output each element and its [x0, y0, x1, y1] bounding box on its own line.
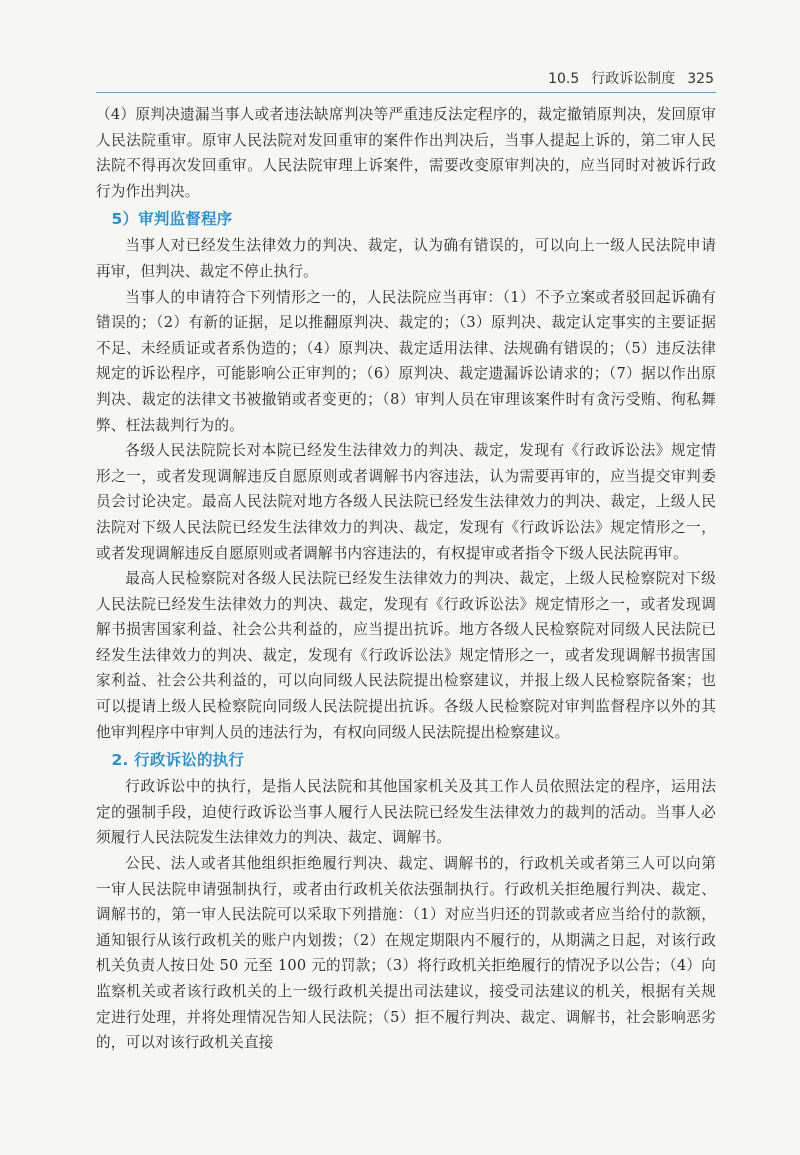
- paragraph: 当事人的申请符合下列情形之一的，人民法院应当再审：（1）不予立案或者驳回起诉确有错误的；（2）有新的证据，足以推翻原判决、裁定的；（3）原判决、裁定认定事实的主要证据不足、未经质证或者系伪造的；（4）原判决、裁定适用法律、法规确有错误的；（5）违反法律规定的诉讼程序，可能影响公正审判的；（6）原判决、裁定遗漏诉讼请求的；（7）据以作出原判决、裁定的法律文书被撤销或者变更的；（8）审判人员在审理该案件时有贪污受贿、徇私舞弊、枉法裁判行为的。: [96, 288, 716, 434]
- page-number: 325: [687, 71, 714, 87]
- paragraph: 当事人对已经发生法律效力的判决、裁定，认为确有错误的，可以向上一级人民法院申请再审，但判决、裁定不停止执行。: [96, 237, 716, 280]
- section-heading: 5）审判监督程序: [111, 210, 233, 229]
- running-header: [542, 68, 714, 88]
- section-number: 10.5: [548, 71, 580, 87]
- page-body: [96, 102, 716, 1056]
- chapter-title: 行政诉讼制度: [591, 71, 676, 87]
- paragraph: 行政诉讼中的执行，是指人民法院和其他国家机关及其工作人员依照法定的程序，运用法定的强制手段，迫使行政诉讼当事人履行人民法院已经发生法律效力的裁判的活动。当事人必须履行人民法院发生法律效力的判决、裁定、调解书。: [96, 778, 716, 847]
- section-heading: 2. 行政诉讼的执行: [111, 751, 245, 770]
- paragraph: 最高人民检察院对各级人民法院已经发生法律效力的判决、裁定，上级人民检察院对下级人民法院已经发生法律效力的判决、裁定，发现有《行政诉讼法》规定情形之一，或者发现调解书损害国家利益、社会公共利益的，应当提出抗诉。地方各级人民检察院对同级人民法院已经发生法律效力的判决、裁定，发现有《行政诉讼法》规定情形之一，或者发现调解书损害国家利益、社会公共利益的，可以向同级人民法院提出检察建议，并报上级人民检察院备案；也可以提请上级人民检察院向同级人民法院提出抗诉。各级人民检察院对审判监督程序以外的其他审判程序中审判人员的违法行为，有权向同级人民法院提出检察建议。: [96, 570, 716, 741]
- header-rule: [96, 92, 716, 93]
- paragraph: 公民、法人或者其他组织拒绝履行判决、裁定、调解书的，行政机关或者第三人可以向第一审人民法院申请强制执行，或者由行政机关依法强制执行。行政机关拒绝履行判决、裁定、调解书的，第一审人民法院可以采取下列措施：（1）对应当归还的罚款或者应当给付的款额，通知银行从该行政机关的账户内划拨；（2）在规定期限内不履行的，从期满之日起，对该行政机关负责人按日处 50 元至 100 元的罚款；（3）将行政机关拒绝履行的情况予以公告；（4）向监察机关或者该行政机关的上一级行政机关提出司法建议，接受司法建议的机关，根据有关规定进行处理，并将处理情况告知人民法院；（5）拒不履行判决、裁定、调解书，社会影响恶劣的，可以对该行政机关直接: [96, 855, 716, 1052]
- paragraph: 各级人民法院院长对本院已经发生法律效力的判决、裁定，发现有《行政诉讼法》规定情形之一，或者发现调解违反自愿原则或者调解书内容违法，认为需要再审的，应当提交审判委员会讨论决定。最高人民法院对地方各级人民法院已经发生法律效力的判决、裁定，上级人民法院对下级人民法院已经发生法律效力的判决、裁定，发现有《行政诉讼法》规定情形之一，或者发现调解违反自愿原则或者调解书内容违法的，有权提审或者指令下级人民法院再审。: [96, 442, 716, 562]
- paragraph: （4）原判决遗漏当事人或者违法缺席判决等严重违反法定程序的，裁定撤销原判决，发回原审人民法院重审。原审人民法院对发回重审的案件作出判决后，当事人提起上诉的，第二审人民法院不得再次发回重审。人民法院审理上诉案件，需要改变原审判决的，应当同时对被诉行政行为作出判决。: [96, 106, 716, 200]
